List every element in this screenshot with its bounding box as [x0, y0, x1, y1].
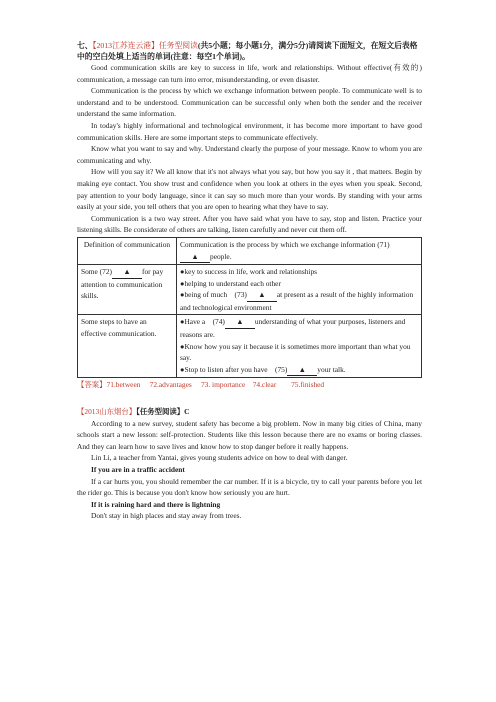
- paragraph-traffic: If a car hurts you, you should remember the car number. If it is a bicycle, try to call your parents before you let the rider go. This is because you don't know how seriously you are hurt.: [77, 476, 422, 498]
- table-row: [78, 265, 422, 315]
- paragraph-3: In today's highly informational and technological environment, it has become more important to have good communication skills. Here are some important steps to communicate effectively.: [77, 120, 422, 142]
- cell-text: at present as a result of the highly information and technological environment: [180, 290, 414, 312]
- table-cell-definition-text: [177, 237, 422, 264]
- heading-source: 【2013江苏连云港】任务型阅读: [92, 41, 198, 50]
- bullet-item: [180, 289, 418, 313]
- cell-text: ●Stop to listen after you have (75): [180, 364, 288, 374]
- subheading-lightning: If it is raining hard and there is lightning: [91, 499, 221, 509]
- subheading-traffic: If you are in a traffic accident: [91, 465, 185, 474]
- table-cell-steps-list: [177, 315, 422, 378]
- table-row: [78, 315, 422, 378]
- paragraph-2: Communication is the process by which we exchange information between people. To communicate well is to understand and to be understood. Communication can be successful only when both the sender and the receiver understand the same information.: [77, 86, 422, 119]
- paragraph-teacher: Lin Li, a teacher from Yantai, gives young students advice on how to deal with danger.: [91, 453, 348, 463]
- paragraph-survey: According to a new survey, student safety has become a big problem. Now in many big cities of China, many schools start a new lesson: self-protection. Students like this lesson because there are no exams or boring classes. And they can learn how to save lives and know how to stop danger before it really happens.: [77, 418, 422, 451]
- cell-text: ●being of much (73): [180, 290, 247, 300]
- section2-heading: [77, 406, 422, 418]
- paragraph-5: How will you say it? We all know that it's not always what you say, but how you say it , that matters. Begin by making eye contact. You show trust and confidence when you look at others in the eyes when you speak. Second, pay attention to your body language, since it can say so much more than your words. By standing with your arms easily at your side, you tell others that you are open to hearing what they have to say.: [77, 167, 422, 212]
- cell-text: ●Have a (74): [180, 317, 225, 327]
- task-table: [77, 237, 422, 379]
- table-cell-reasons-list: [177, 265, 422, 315]
- blank-72: ▲: [112, 266, 142, 279]
- cell-text: your talk.: [317, 364, 346, 374]
- cell-text: people.: [210, 251, 232, 261]
- blank-75: ▲: [287, 364, 317, 377]
- heading-instructions: (共5小题；每小题1分，满分5分)请阅读下面短文，在短文后表格中的空白处填上适当的单词(注意：每空1个单词)。: [77, 41, 418, 61]
- paragraph-6: Communication is a two way street. After you have said what you have to say, stop and listen. Practice your listening skills. Be considerate of others are talking, listen carefully and never cut them off.: [77, 213, 422, 235]
- blank-73: ▲: [247, 289, 277, 302]
- bullet-item: [180, 316, 418, 340]
- table-cell-definition: Definition of communication: [78, 237, 177, 264]
- cell-text: understanding of what your purposes, listeners and reasons are.: [180, 317, 406, 340]
- table-cell-steps: Some steps to have an effective communication.: [78, 315, 177, 378]
- section2-source: 【2013山东烟台】: [77, 407, 137, 417]
- answer-key: 【答案】71.between 72.advantages 73. importance 74.clear 75.finished: [77, 380, 325, 390]
- cell-text: Communication is the process by which we exchange information (71): [180, 239, 390, 249]
- blank-74: ▲: [225, 316, 255, 329]
- document-content: [77, 40, 422, 522]
- table-cell-reasons: [78, 265, 177, 315]
- table-row: [78, 237, 422, 264]
- bullet-item: ●helping to understand each other: [180, 278, 281, 288]
- blank-71: ▲: [180, 251, 210, 264]
- bullet-item: ●key to success in life, work and relationships: [180, 267, 318, 277]
- bullet-item: ●Know how you say it because it is sometimes more important than what you say.: [180, 341, 411, 363]
- paragraph-lightning: Don't stay in high places and stay away from trees.: [91, 511, 242, 521]
- section2-task: 【任务型阅读】C: [136, 407, 190, 417]
- paragraph-4: Know what you want to say and why. Understand clearly the purpose of your message. Know to whom you are communicating and why.: [77, 144, 422, 165]
- bullet-item: [180, 364, 418, 377]
- heading-number: 七、: [77, 41, 93, 50]
- cell-text: for pay attention to communication skills.: [81, 267, 164, 301]
- paragraph-1: Good communication skills are key to success in life, work and relationships. Without effective(有效的) communication, a message can turn into error, misunderstanding, or even disaster.: [77, 63, 422, 84]
- cell-text: Some (72): [81, 267, 112, 277]
- section1-heading: [77, 40, 422, 62]
